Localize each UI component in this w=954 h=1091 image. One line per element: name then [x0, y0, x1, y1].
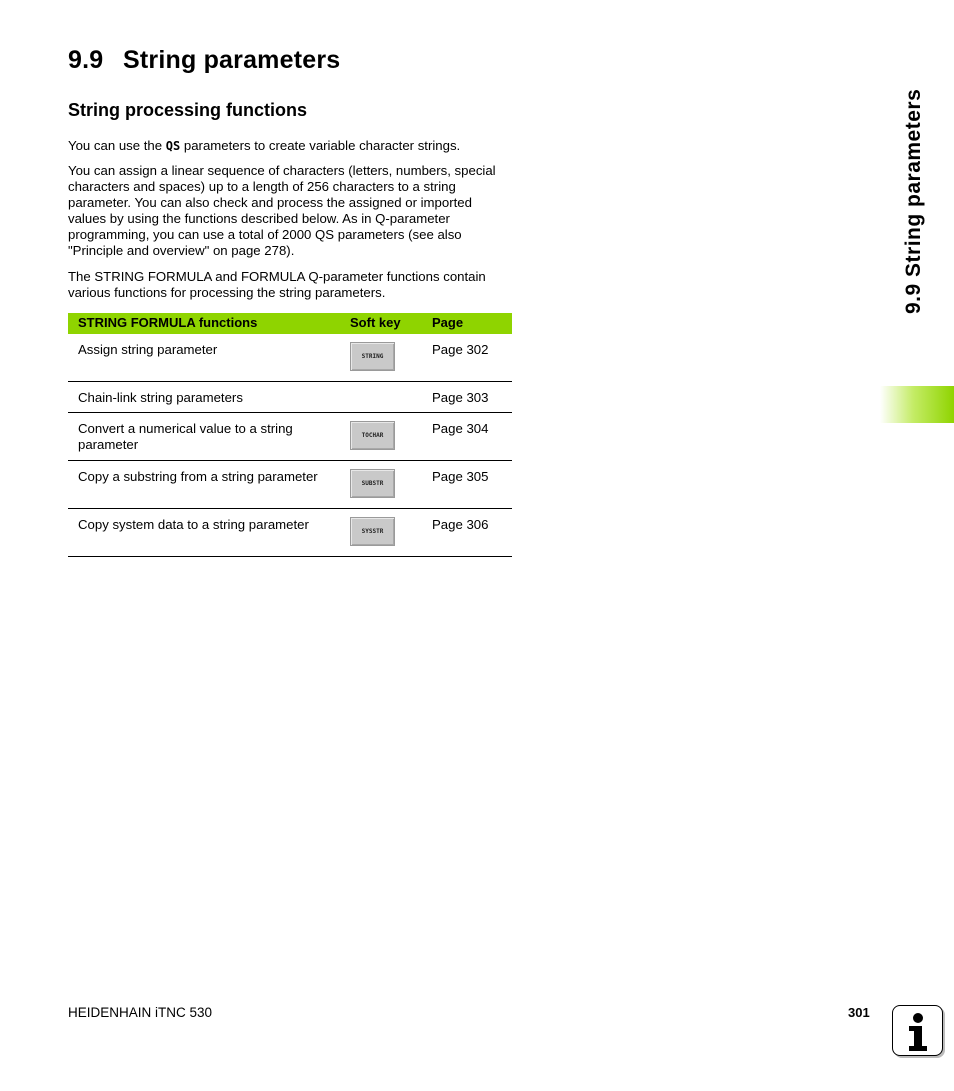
qs-code: QS: [165, 139, 181, 153]
paragraph-functions: The STRING FORMULA and FORMULA Q-parameter functions contain various functions for processing the string parameters.: [68, 269, 486, 300]
page-ref: Page 306: [432, 517, 489, 532]
table-row: [68, 461, 512, 509]
paragraph-intro-text: You can use the: [68, 138, 166, 153]
function-label: Assign string parameter: [78, 342, 218, 357]
section-number: 9.9: [68, 46, 104, 74]
header-softkey: Soft key: [350, 315, 401, 330]
info-glyph: [893, 1006, 942, 1055]
table-row: [68, 334, 512, 382]
footer-product: HEIDENHAIN iTNC 530: [68, 1005, 213, 1020]
table-header: [68, 313, 512, 334]
side-section-title-text: 9.9 String parameters: [902, 88, 925, 314]
header-functions: STRING FORMULA functions: [78, 315, 258, 330]
header-page: Page: [432, 315, 464, 330]
paragraph-intro-text-end: parameters to create variable character strings.: [180, 138, 461, 153]
page-number: 301: [848, 1005, 870, 1020]
subsection-title: String processing functions: [68, 100, 308, 120]
substr-softkey[interactable]: SUBSTR: [350, 469, 395, 498]
sysstr-softkey[interactable]: SYSSTR: [350, 517, 395, 546]
info-icon: [892, 1005, 943, 1056]
tochar-softkey[interactable]: TOCHAR: [350, 421, 395, 450]
section-title-text: String parameters: [123, 46, 341, 74]
paragraph-intro: [68, 138, 513, 154]
page-ref: Page 305: [432, 469, 489, 484]
side-section-title: [880, 0, 940, 330]
paragraph-assign: You can assign a linear sequence of characters (letters, numbers, special characters and spaces) up to a length of 256 characters to a string parameter. You can also check and process the assigned or imported values by using the functions described below. As in Q-parameter programming, you can use a total of 2000 QS parameters (see also "Principle and overview" on page 278).: [68, 163, 496, 258]
table-row: [68, 509, 512, 557]
table-row: [68, 382, 512, 413]
function-label: Copy a substring from a string parameter: [78, 469, 318, 484]
page-ref: Page 303: [432, 390, 489, 405]
function-label: Convert a numerical value to a string parameter: [78, 421, 293, 452]
page-ref: Page 302: [432, 342, 489, 357]
page-ref: Page 304: [432, 421, 489, 436]
string-softkey[interactable]: STRING: [350, 342, 395, 371]
functions-table: [68, 313, 512, 557]
function-label: Copy system data to a string parameter: [78, 517, 309, 532]
section-title: [68, 46, 340, 75]
function-label: Chain-link string parameters: [78, 390, 243, 405]
table-row: [68, 413, 512, 461]
chapter-tab: [880, 386, 954, 423]
